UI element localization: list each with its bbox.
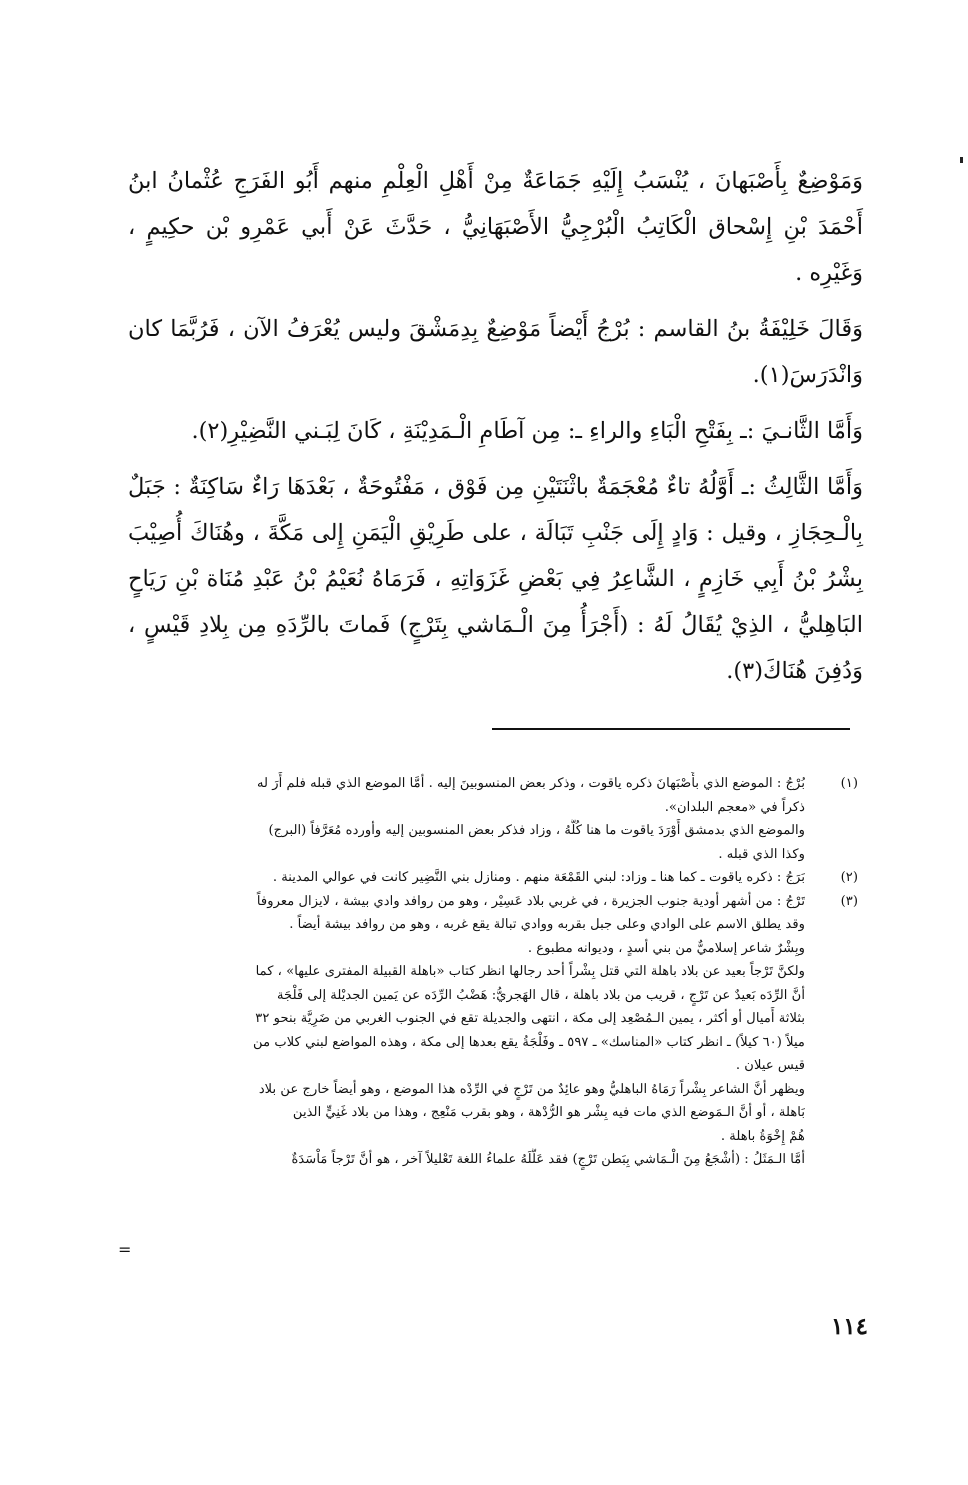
footnote-line: ذكراً في «معجم البلدان». <box>664 799 805 815</box>
main-paragraph: وَأَمَّا الثَّانـيَ :ـ بِفَتْحِ الْبَاءِ والراءِ ـ: مِن آطَامِ الْـمَدِيْنَةِ ، كَانَ لِبَـني النَّضِيْرِ(٢). <box>191 418 863 444</box>
main-paragraph: وَأَمَّا الثَّالِثُ :ـ أَوَّلُهُ تاءٌ مُعْجَمَةٌ باثْنَتَيْنِ مِن فَوْق ، مَفْتُوحَةٌ ، بَعْدَهَا رَاءٌ سَاكِنَةٌ : جَبَلٌ بِالْـحِجَازِ ، وقيل : وَادٍ إِلَى جَنْبِ تَبَالَة ، على طَرِيْقِ الْيَمَنِ إِلى مَكَّةَ ، وهُنَاكَ أُصِيْبَ بِشْرُ بْنُ أَبِي خَازِمٍ ، الشَّاعِرُ فِي بَعْضِ غَزَوَاتِهِ ، فَرَمَاهُ نُعَيْمُ بْنُ عَبْدِ مُنَاة بْنِ رَيَاحٍ البَاهِليُّ ، الذِيْ يُقَالُ لَهُ : (أَجْرَأُ مِنَ الْـمَاشي بِتَرْجٍ) فَماتَ بالرِّدَهِ مِن بِلادِ قَيْسٍ ، وَدُفِنَ هُنَاكَ(٣). <box>128 474 863 684</box>
footnotes <box>130 772 860 1172</box>
footnote-line: بَرَجُ : ذكره ياقوت ـ كما هنا ـ وزاد: لبني القَمْعَة منهم . ومنازل بني النَّضِير كانت في عوالي المدينة . <box>272 870 805 885</box>
footnote-line: قيس عيلان . <box>735 1058 805 1073</box>
ink-speck <box>960 157 963 163</box>
footnote-line: وبِشْرٌ شاعر إسلاميٌّ من بني أسدٍ ، وديوانه مطبوع . <box>527 940 805 956</box>
footnote-line: أمَّا الـمَثَلُ : (أشْجَعُ مِنَ الْـمَاشي بِبَطن تَرْجٍ) فقد عَلَّلَهُ علماءُ اللغة تَعْليلاً آخر ، هو أنَّ تَرْجاً مَاْسَدَةٌ <box>291 1152 805 1167</box>
footnote-line: والموضع الذي بدمشق أَوْرَدَ ياقوت ما هنا كُلَّهُ ، وزاد فذكر بعض المنسوبين إليه وأورده مُعَرَّفاً (البرج) <box>268 823 805 838</box>
footnote-line: ويظهر أنَّ الشاعر بِشْراً رَمَاهُ الباهليُّ وهو عائِدٌ من تَرْجٍ في الرِّدْه هذا الموضع ، وهو أيضاً خارج عن بلاد <box>258 1081 805 1097</box>
footnote-line: بُرْجُ : الموضع الذي بأَصْبَهانَ ذكره ياقوت ، وذكر بعض المنسوبينَ إليه . أمَّا الموضع الذي قبله فلم أَرَ له <box>256 776 805 791</box>
main-paragraph: وَمَوْضِعٌ بِأَصْبَهانَ ، يُنْسَبُ إِلَيْهِ جَمَاعَةٌ مِنْ أَهْلِ الْعِلْمِ منهم أَبُو الفَرَجِ عُثْمانُ ابنُ أَحْمَدَ بْنِ إِسْحاق الْكَاتِبُ الْبُرْجِيُّ الأَصْبَهَانِيُّ ، حَدَّثَ عَنْ أَبي عَمْرِو بْن حكِيمٍ ، وَغَيْرِه . <box>128 168 863 286</box>
main-text <box>128 158 863 704</box>
footnote-line: هُمْ إِخْوَةُ باهلة . <box>720 1128 805 1144</box>
footnote-divider <box>492 728 850 730</box>
footnote-number: (٣) <box>840 893 858 909</box>
footnote-line: بثلاثة أَميال أو أكثر ، يمين الـمُصْعِد إلى مكة ، انتهى والجديلة تقع في الجنوب الغربي من ضَرِيَّة بنحو ٣٢ <box>255 1011 805 1026</box>
footnote-2 <box>130 866 860 890</box>
continuation-mark: = <box>118 1240 132 1259</box>
footnote-line: وكذا الذي قبله . <box>718 846 805 862</box>
footnote-number: (٢) <box>840 870 858 885</box>
footnote-3 <box>130 890 860 1172</box>
page-number: ١١٤ <box>830 1313 868 1340</box>
footnote-line: ميلاً (٦٠ كيلاً) ـ انظر كتاب «المناسك» ـ ٥٩٧ ـ وفَلْجَةُ يقع بعدها إلى مكة ، وهذه المواضع لبني كلاب من <box>253 1034 805 1050</box>
footnote-line: بَاهلة ، أو أنَّ الـمَوضع الذي مات فيه بِشْر هو الرُّدْهة ، وهو بقرب مَنْعِج ، وهذا من بلاد غَنِيٍّ الذين <box>292 1105 805 1120</box>
footnote-line: وقد يطلق الاسم على الوادي وعلى جبل بقربه ووادي تبالة يقع غربه ، وهو من روافد بيشة أيضاً . <box>289 917 805 932</box>
footnote-line: ولكنَّ تَرْجاً بعيد عن بلاد باهلة التي قتل بِشْراً أحد رجالها انظر كتاب «باهلة القبيلة المفترى عليها» ، كما <box>255 964 805 979</box>
footnote-1 <box>130 772 860 866</box>
footnote-number: (١) <box>840 776 858 791</box>
main-paragraph: وَقَالَ خَلِيْفَةُ بنُ القاسم : بُرْجُ أَيْضاً مَوْضِعٌ بِدِمَشْقَ وليس يُعْرَفُ الآن ، فَرُبَّمَا كان وَانْدَرَسَ(١). <box>128 316 863 388</box>
footnote-line: تَرْجُ : من أشهر أودية جنوب الجزيرة ، في غربي بلاد عَسِيْر ، وهو من روافد وادي بيشة ، لايزال معروفاً <box>256 893 805 909</box>
footnote-line: أنَّ الرِّدَه بَعيدٌ عن تَرْجٍ ، قريب من بلاد باهلة ، قال الهَجريُّ: هَضْبُ الرِّدَه عن يَمين الجديْلة إلى فَلْجَة <box>276 987 805 1003</box>
